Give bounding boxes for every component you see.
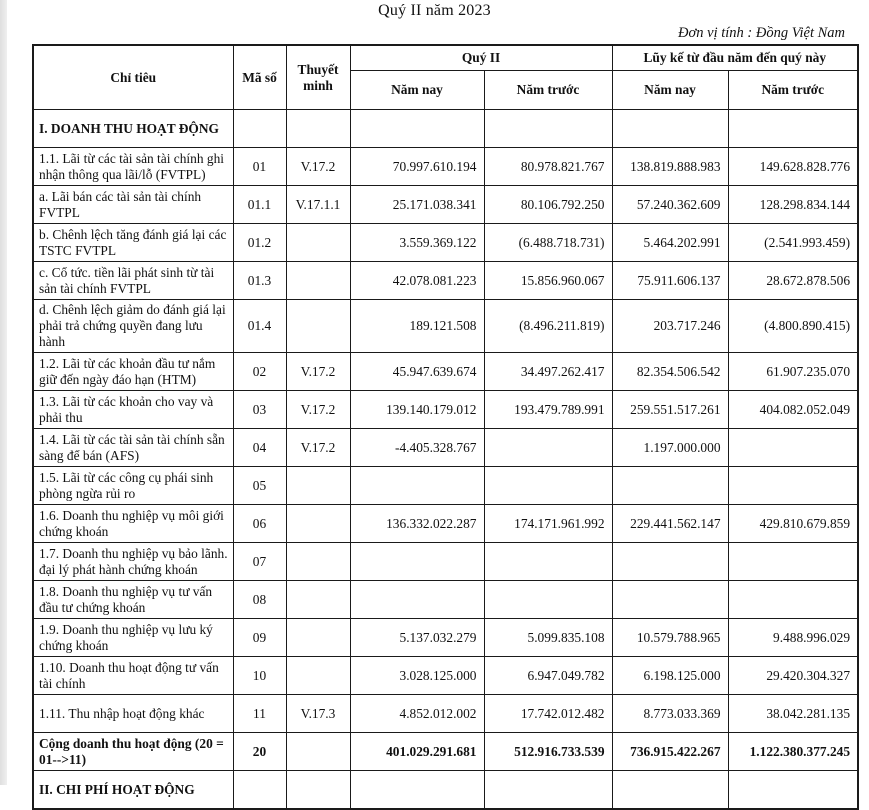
cell-ytd-current — [612, 467, 728, 505]
cell-code — [233, 110, 286, 148]
table-row — [33, 543, 858, 581]
cell-note — [286, 262, 350, 300]
cell-quarter-prior: 193.479.789.991 — [484, 391, 612, 429]
cell-ytd-prior: 149.628.828.776 — [728, 148, 858, 186]
cell-code: 10 — [233, 657, 286, 695]
cell-quarter-current: 45.947.639.674 — [350, 353, 484, 391]
cell-quarter-current: 5.137.032.279 — [350, 619, 484, 657]
cell-code: 06 — [233, 505, 286, 543]
cell-code: 03 — [233, 391, 286, 429]
cell-label: 1.5. Lãi từ các công cụ phái sinh phòng ngừa rủi ro — [33, 467, 233, 505]
cell-note: V.17.3 — [286, 695, 350, 733]
cell-quarter-current: 189.121.508 — [350, 300, 484, 353]
table-row — [33, 429, 858, 467]
cell-note — [286, 110, 350, 148]
cell-ytd-current: 10.579.788.965 — [612, 619, 728, 657]
cell-ytd-prior: 429.810.679.859 — [728, 505, 858, 543]
cell-ytd-prior — [728, 429, 858, 467]
cell-ytd-prior: 29.420.304.327 — [728, 657, 858, 695]
cell-note — [286, 543, 350, 581]
cell-quarter-prior: 6.947.049.782 — [484, 657, 612, 695]
cell-note — [286, 771, 350, 810]
table-row — [33, 733, 858, 771]
cell-quarter-current: 25.171.038.341 — [350, 186, 484, 224]
cell-quarter-current — [350, 110, 484, 148]
cell-quarter-prior: (8.496.211.819) — [484, 300, 612, 353]
cell-quarter-prior: 34.497.262.417 — [484, 353, 612, 391]
cell-code: 01.2 — [233, 224, 286, 262]
cell-ytd-prior: 38.042.281.135 — [728, 695, 858, 733]
cell-code: 01.4 — [233, 300, 286, 353]
cell-quarter-current: 3.028.125.000 — [350, 657, 484, 695]
cell-quarter-prior: 80.978.821.767 — [484, 148, 612, 186]
cell-label: Cộng doanh thu hoạt động (20 = 01-->11) — [33, 733, 233, 771]
cell-label: 1.10. Doanh thu hoạt động tư vấn tài chính — [33, 657, 233, 695]
header-nam-nay-luyke: Năm nay — [612, 71, 728, 110]
cell-quarter-prior: 80.106.792.250 — [484, 186, 612, 224]
cell-ytd-current: 6.198.125.000 — [612, 657, 728, 695]
cell-code: 11 — [233, 695, 286, 733]
table-row — [33, 300, 858, 353]
table-row — [33, 657, 858, 695]
cell-note: V.17.1.1 — [286, 186, 350, 224]
table-row — [33, 505, 858, 543]
table-row — [33, 391, 858, 429]
cell-note: V.17.2 — [286, 353, 350, 391]
cell-code: 05 — [233, 467, 286, 505]
cell-ytd-current: 138.819.888.983 — [612, 148, 728, 186]
page-title: Quý II năm 2023 — [378, 2, 491, 19]
cell-code: 02 — [233, 353, 286, 391]
cell-quarter-prior: 512.916.733.539 — [484, 733, 612, 771]
cell-quarter-prior: 174.171.961.992 — [484, 505, 612, 543]
cell-ytd-prior — [728, 467, 858, 505]
cell-ytd-prior: 1.122.380.377.245 — [728, 733, 858, 771]
cell-quarter-prior — [484, 543, 612, 581]
cell-label: d. Chênh lệch giảm do đánh giá lại phải trả chứng quyền đang lưu hành — [33, 300, 233, 353]
header-band-quy-ii: Quý II — [350, 45, 612, 71]
cell-label: c. Cổ tức. tiền lãi phát sinh từ tài sản tài chính FVTPL — [33, 262, 233, 300]
unit-note: Đơn vị tính : Đồng Việt Nam — [678, 25, 845, 41]
table-row — [33, 695, 858, 733]
cell-ytd-prior — [728, 581, 858, 619]
cell-ytd-current: 203.717.246 — [612, 300, 728, 353]
cell-code: 04 — [233, 429, 286, 467]
cell-label: 1.9. Doanh thu nghiệp vụ lưu ký chứng khoán — [33, 619, 233, 657]
cell-label: II. CHI PHÍ HOẠT ĐỘNG — [33, 771, 233, 810]
cell-quarter-current: 401.029.291.681 — [350, 733, 484, 771]
header-nam-truoc-quy: Năm trước — [484, 71, 612, 110]
cell-label: a. Lãi bán các tài sản tài chính FVTPL — [33, 186, 233, 224]
header-nam-nay-quy: Năm nay — [350, 71, 484, 110]
cell-ytd-current — [612, 543, 728, 581]
cell-ytd-prior — [728, 771, 858, 810]
cell-quarter-current: 4.852.012.002 — [350, 695, 484, 733]
cell-note — [286, 224, 350, 262]
table-row — [33, 467, 858, 505]
cell-label: I. DOANH THU HOẠT ĐỘNG — [33, 110, 233, 148]
cell-quarter-prior — [484, 429, 612, 467]
cell-ytd-current: 1.197.000.000 — [612, 429, 728, 467]
cell-quarter-prior — [484, 771, 612, 810]
cell-ytd-prior — [728, 110, 858, 148]
cell-label: 1.2. Lãi từ các khoản đầu tư nắm giữ đến ngày đáo hạn (HTM) — [33, 353, 233, 391]
cell-label: 1.1. Lãi từ các tài sản tài chính ghi nhận thông qua lãi/lỗ (FVTPL) — [33, 148, 233, 186]
cell-code: 07 — [233, 543, 286, 581]
financial-table — [32, 44, 859, 810]
table-row — [33, 186, 858, 224]
table-row — [33, 619, 858, 657]
header-nam-truoc-luyke: Năm trước — [728, 71, 858, 110]
cell-code: 20 — [233, 733, 286, 771]
cell-quarter-current — [350, 467, 484, 505]
cell-quarter-current — [350, 581, 484, 619]
cell-note — [286, 657, 350, 695]
cell-ytd-prior: (4.800.890.415) — [728, 300, 858, 353]
cell-ytd-current — [612, 110, 728, 148]
cell-quarter-prior: (6.488.718.731) — [484, 224, 612, 262]
cell-code — [233, 771, 286, 810]
cell-ytd-current — [612, 581, 728, 619]
cell-ytd-current: 5.464.202.991 — [612, 224, 728, 262]
cell-quarter-prior — [484, 467, 612, 505]
cell-code: 01.1 — [233, 186, 286, 224]
cell-quarter-current: 3.559.369.122 — [350, 224, 484, 262]
cell-quarter-prior: 5.099.835.108 — [484, 619, 612, 657]
cell-ytd-current: 57.240.362.609 — [612, 186, 728, 224]
cell-quarter-current: -4.405.328.767 — [350, 429, 484, 467]
cell-quarter-current: 42.078.081.223 — [350, 262, 484, 300]
table-row — [33, 581, 858, 619]
cell-quarter-prior — [484, 110, 612, 148]
cell-label: 1.6. Doanh thu nghiệp vụ môi giới chứng khoán — [33, 505, 233, 543]
cell-quarter-current: 136.332.022.287 — [350, 505, 484, 543]
cell-ytd-current: 82.354.506.542 — [612, 353, 728, 391]
table-row — [33, 110, 858, 148]
cell-label: 1.3. Lãi từ các khoản cho vay và phải thu — [33, 391, 233, 429]
cell-note: V.17.2 — [286, 148, 350, 186]
cell-quarter-prior: 17.742.012.482 — [484, 695, 612, 733]
scan-edge-shadow — [0, 0, 7, 785]
cell-note: V.17.2 — [286, 391, 350, 429]
cell-note: V.17.2 — [286, 429, 350, 467]
cell-code: 01 — [233, 148, 286, 186]
cell-ytd-current: 736.915.422.267 — [612, 733, 728, 771]
cell-note — [286, 300, 350, 353]
cell-label: b. Chênh lệch tăng đánh giá lại các TSTC FVTPL — [33, 224, 233, 262]
cell-code: 08 — [233, 581, 286, 619]
table-row — [33, 353, 858, 391]
cell-code: 09 — [233, 619, 286, 657]
cell-code: 01.3 — [233, 262, 286, 300]
cell-label: 1.8. Doanh thu nghiệp vụ tư vấn đầu tư chứng khoán — [33, 581, 233, 619]
header-ma-so: Mã số — [233, 45, 286, 110]
cell-note — [286, 467, 350, 505]
cell-ytd-current: 229.441.562.147 — [612, 505, 728, 543]
table-row — [33, 148, 858, 186]
cell-quarter-current — [350, 771, 484, 810]
table-row — [33, 262, 858, 300]
cell-quarter-current — [350, 543, 484, 581]
header-chi-tieu: Chỉ tiêu — [33, 45, 233, 110]
header-thuyet-minh: Thuyết minh — [286, 45, 350, 110]
cell-ytd-prior: (2.541.993.459) — [728, 224, 858, 262]
cell-ytd-prior: 128.298.834.144 — [728, 186, 858, 224]
header-band-luy-ke: Lũy kế từ đầu năm đến quý này — [612, 45, 858, 71]
cell-quarter-current: 70.997.610.194 — [350, 148, 484, 186]
cell-note — [286, 619, 350, 657]
cell-ytd-prior — [728, 543, 858, 581]
cell-label: 1.11. Thu nhập hoạt động khác — [33, 695, 233, 733]
cell-ytd-prior: 404.082.052.049 — [728, 391, 858, 429]
cell-label: 1.4. Lãi từ các tài sản tài chính sẵn sàng để bán (AFS) — [33, 429, 233, 467]
cell-quarter-prior: 15.856.960.067 — [484, 262, 612, 300]
cell-ytd-prior: 28.672.878.506 — [728, 262, 858, 300]
cell-note — [286, 581, 350, 619]
cell-ytd-current: 259.551.517.261 — [612, 391, 728, 429]
cell-ytd-current — [612, 771, 728, 810]
cell-label: 1.7. Doanh thu nghiệp vụ bảo lãnh. đại lý phát hành chứng khoán — [33, 543, 233, 581]
cell-ytd-prior: 61.907.235.070 — [728, 353, 858, 391]
table-row — [33, 224, 858, 262]
table-row — [33, 771, 858, 810]
cell-quarter-current: 139.140.179.012 — [350, 391, 484, 429]
cell-ytd-prior: 9.488.996.029 — [728, 619, 858, 657]
cell-quarter-prior — [484, 581, 612, 619]
cell-ytd-current: 75.911.606.137 — [612, 262, 728, 300]
cell-ytd-current: 8.773.033.369 — [612, 695, 728, 733]
cell-note — [286, 505, 350, 543]
cell-note — [286, 733, 350, 771]
